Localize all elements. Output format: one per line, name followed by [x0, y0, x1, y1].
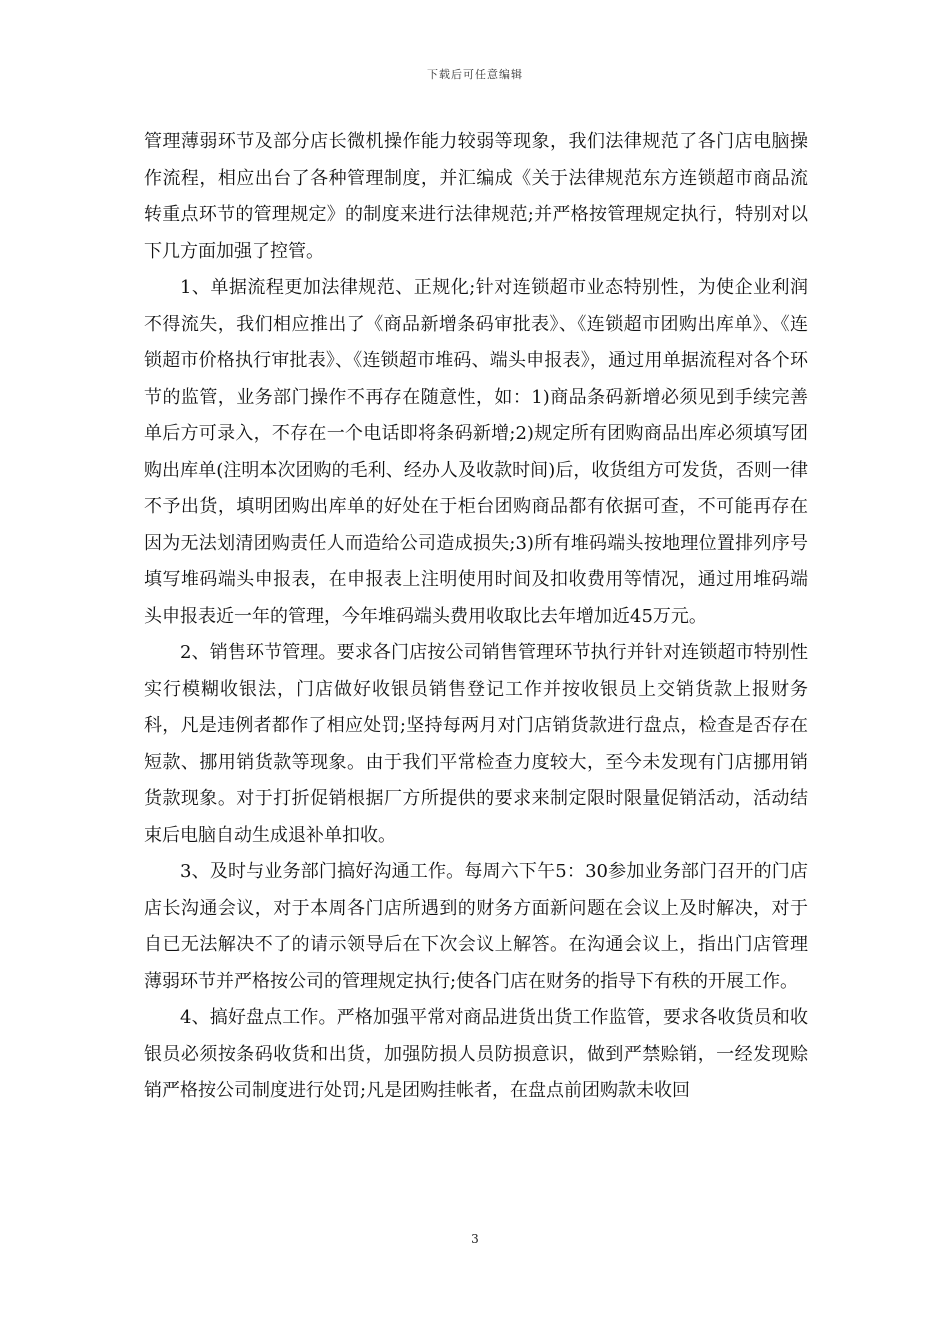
paragraph-inventory-count: 4、搞好盘点工作。严格加强平常对商品进货出货工作监管，要求各收货员和收银员必须按条码收货和出货，加强防损人员防损意识，做到严禁赊销，一经发现赊销严格按公司制度进行处罚;凡是团购挂帐者，在盘点前团购款未收回 [144, 1007, 808, 1101]
page-header: 下载后可任意编辑 [427, 68, 523, 81]
paragraph-continuation: 管理薄弱环节及部分店长微机操作能力较弱等现象，我们法律规范了各门店电脑操作流程，相应出台了各种管理制度，并汇编成《关于法律规范东方连锁超市商品流转重点环节的管理规定》的制度来进行法律规范;并严格按管理规定执行，特别对以下几方面加强了控管。 [144, 131, 808, 262]
page-number: 3 [471, 1232, 479, 1246]
paragraph-communication: 3、及时与业务部门搞好沟通工作。每周六下午5：30参加业务部门召开的门店店长沟通会议，对于本周各门店所遇到的财务方面新问题在会议上及时解决，对于自已无法解决不了的请示领导后在下次会议上解答。在沟通会议上，指出门店管理薄弱环节并严格按公司的管理规定执行;使各门店在财务的指导下有秩的开展工作。 [144, 861, 808, 992]
document-body [144, 124, 808, 1110]
paragraph-sales-management: 2、销售环节管理。要求各门店按公司销售管理环节执行并针对连锁超市特别性实行模糊收银法，门店做好收银员销售登记工作并按收银员上交销货款上报财务科，凡是违例者都作了相应处罚;坚持每两月对门店销货款进行盘点，检查是否存在短款、挪用销货款等现象。由于我们平常检查力度较大，至今未发现有门店挪用销货款现象。对于打折促销根据厂方所提供的要求来制定限时限量促销活动，活动结束后电脑自动生成退补单扣收。 [144, 642, 808, 846]
paragraph-document-flow: 1、单据流程更加法律规范、正规化;针对连锁超市业态特别性，为使企业利润不得流失，我们相应推出了《商品新增条码审批表》、《连锁超市团购出库单》、《连锁超市价格执行审批表》、《连锁超市堆码、端头申报表》，通过用单据流程对各个环节的监管，业务部门操作不再存在随意性，如：1)商品条码新增必须见到手续完善单后方可录入，不存在一个电话即将条码新增;2)规定所有团购商品出库必须填写团购出库单(注明本次团购的毛利、经办人及收款时间)后，收货组方可发货，否则一律不予出货，填明团购出库单的好处在于柜台团购商品都有依据可查，不可能再存在因为无法划清团购责任人而造给公司造成损失;3)所有堆码端头按地理位置排列序号填写堆码端头申报表，在申报表上注明使用时间及扣收费用等情况，通过用堆码端头申报表近一年的管理，今年堆码端头费用收取比去年增加近45万元。 [144, 277, 808, 627]
